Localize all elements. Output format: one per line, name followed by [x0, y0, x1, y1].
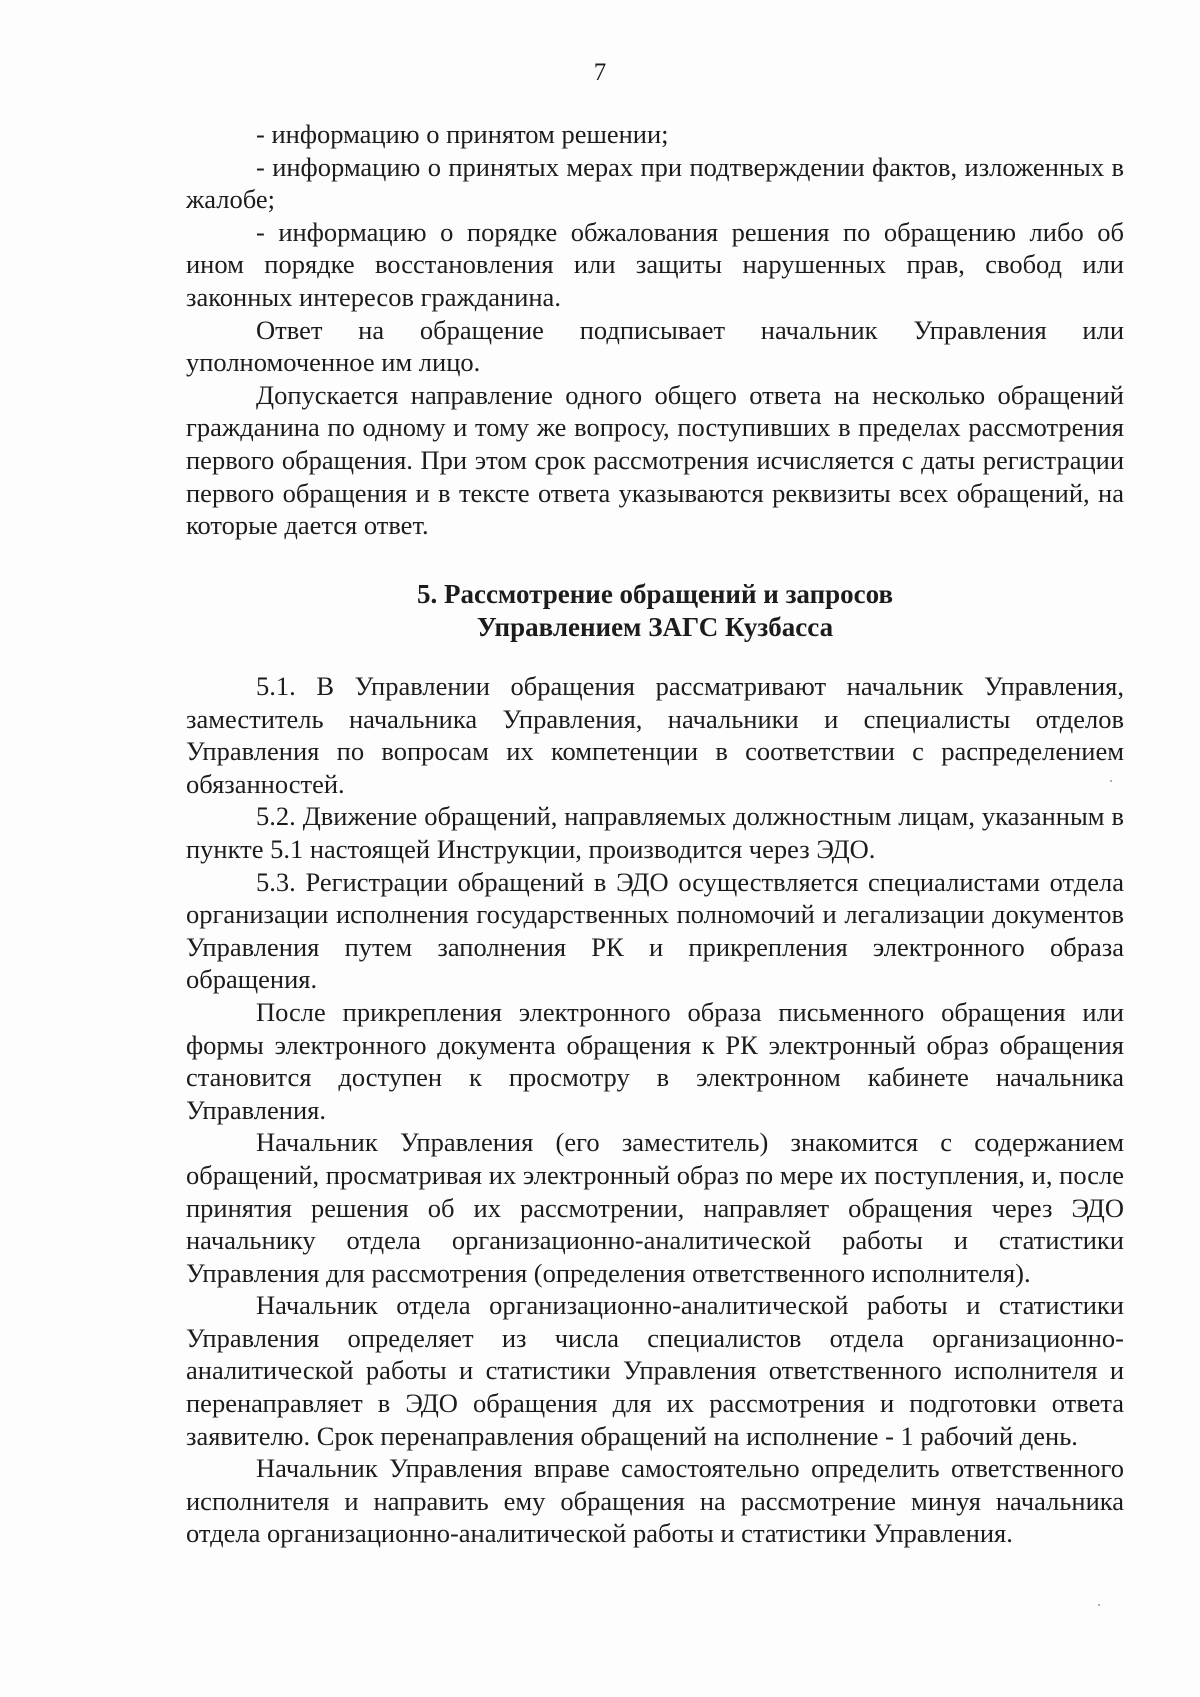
- paragraph-direct-assignment: Начальник Управления вправе самостоятельно определить ответственного исполнителя и направить ему обращения на рассмотрение минуя начальника отдела организационно-аналитической работы и статистики Управления.: [186, 1453, 1124, 1549]
- paragraph-appeal-info: - информацию о порядке обжалования решения по обращению либо об ином порядке восстановления или защиты нарушенных прав, свобод или законных интересов гражданина.: [186, 216, 1124, 312]
- paragraph-5-1: 5.1. В Управлении обращения рассматривают начальник Управления, заместитель начальника Управления, начальники и специалисты отделов Управления по вопросам их компетенции в соответствии с распределением обязанностей.: [186, 671, 1124, 799]
- paragraph-5-2: 5.2. Движение обращений, направляемых должностным лицам, указанным в пункте 5.1 настоящей Инструкции, производится через ЭДО.: [186, 801, 1124, 864]
- paragraph-answer-signature: Ответ на обращение подписывает начальник Управления или уполномоченное им лицо.: [186, 314, 1124, 378]
- scan-speck: [1110, 780, 1112, 782]
- scan-speck: [1098, 1604, 1100, 1606]
- paragraph-decision-info: - информацию о принятом решении;: [256, 119, 669, 149]
- section-heading: [186, 578, 1124, 644]
- paragraph-joint-answer: Допускается направление одного общего ответа на несколько обращений гражданина по одному и тому же вопросу, поступивших в пределах рассмотрения первого обращения. При этом срок рассмотрения исчисляется с даты регистрации первого обращения и в тексте ответа указываются реквизиты всех обращений, на которые дается ответ.: [186, 379, 1124, 541]
- section-heading-line-2: Управлением ЗАГС Кузбасса: [476, 612, 834, 642]
- paragraph-electronic-image: После прикрепления электронного образа письменного обращения или формы электронного документа обращения к РК электронный образ обращения становится доступен к просмотру в электронном кабинете начальника Управления.: [186, 996, 1124, 1125]
- section-heading-line-1: 5. Рассмотрение обращений и запросов: [416, 579, 894, 609]
- answer-requirements-block: [186, 118, 1124, 542]
- page-number: 7: [593, 59, 607, 86]
- paragraph-measures-info: - информацию о принятых мерах при подтверждении фактов, изложенных в жалобе;: [186, 151, 1124, 215]
- paragraph-head-review: Начальник Управления (его заместитель) знакомится с содержанием обращений, просматривая их электронный образ по мере их поступления, и, после принятия решения об их рассмотрении, направляет обращения через ЭДО начальнику отдела организационно-аналитической работы и статистики Управления для рассмотрения (определения ответственного исполнителя).: [186, 1127, 1124, 1288]
- paragraph-5-3: 5.3. Регистрации обращений в ЭДО осуществляется специалистами отдела организации исполнения государственных полномочий и легализации документов Управления путем заполнения РК и прикрепления электронного образа обращения.: [186, 866, 1124, 995]
- paragraph-department-head: Начальник отдела организационно-аналитической работы и статистики Управления определяет из числа специалистов отдела организационно-аналитической работы и статистики Управления ответственного исполнителя и перенаправляет в ЭДО обращения для их рассмотрения и подготовки ответа заявителю. Срок перенаправления обращений на исполнение - 1 рабочий день.: [186, 1290, 1124, 1451]
- section-5-body: [186, 670, 1124, 1550]
